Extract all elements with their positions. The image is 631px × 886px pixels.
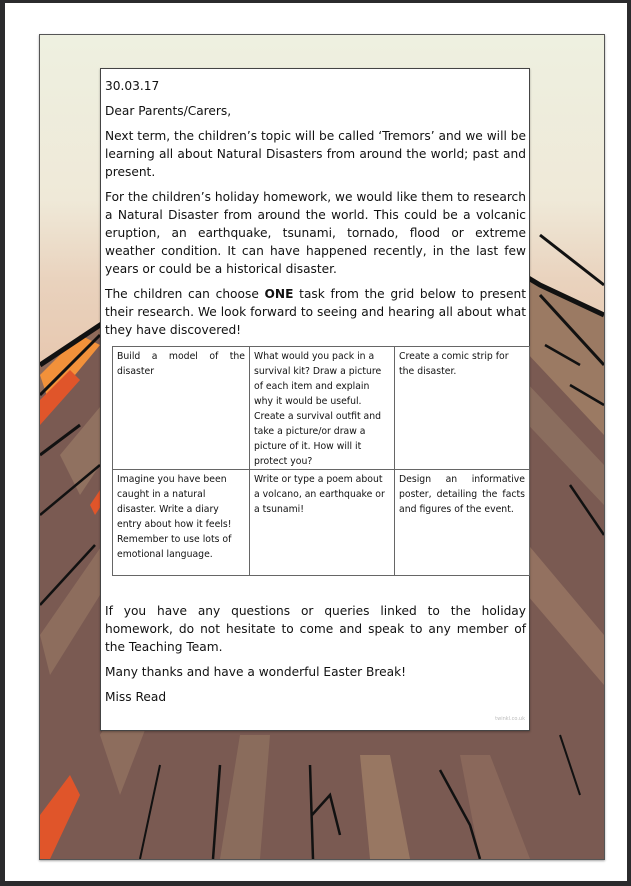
task-diary-entry: Imagine you have been caught in a natural disaster. Write a diary entry about how it feels! Remember to use lots of emotional language. [113, 470, 250, 576]
task-grid-row [113, 470, 530, 576]
watermark: twinkl.co.uk [495, 716, 525, 722]
task-grid-row [113, 347, 530, 470]
paragraph-questions: If you have any questions or queries linked to the holiday homework, do not hesitate to come and speak to any member of the Teaching Team. [105, 604, 526, 654]
task-poster: Design an informative poster, detailing the facts and figures of the event. [395, 470, 530, 576]
letter-salutation: Dear Parents/Carers, [105, 104, 232, 118]
letter-date: 30.03.17 [105, 79, 160, 93]
document-page [5, 3, 627, 881]
task-grid [112, 346, 530, 576]
paragraph-topic: Next term, the children’s topic will be called ‘Tremors’ and we will be learning all about Natural Disasters from around the world; past and present. [105, 129, 526, 179]
task-poem: Write or type a poem about a volcano, an earthquake or a tsunami! [250, 470, 395, 576]
task-choice-text-start: The children can choose [105, 287, 265, 301]
task-build-model: Build a model of the disaster [113, 347, 250, 470]
paragraph-task-choice [105, 285, 526, 339]
task-comic-strip: Create a comic strip for the disaster. [395, 347, 530, 470]
paragraph-homework: For the children’s holiday homework, we would like them to research a Natural Disaster from around the world. This could be a volcanic eruption, an earthquake, tsunami, tornado, flood or extreme weather condition. It can have happened recently, in the last few years or could be a historical disaster. [105, 190, 526, 276]
task-choice-text-end: task from the grid below to present their research. We look forward to seeing and hearing all about what they have discovered! [105, 287, 526, 337]
task-survival-kit: What would you pack in a survival kit? Draw a picture of each item and explain why it would be useful. Create a survival outfit and take a picture/or draw a picture of it. How will it protect you? [250, 347, 395, 470]
letter-panel [100, 68, 530, 731]
letter-closing: Many thanks and have a wonderful Easter Break! [105, 665, 407, 679]
letter-signature: Miss Read [105, 690, 167, 704]
task-choice-emphasis: ONE [264, 287, 294, 301]
